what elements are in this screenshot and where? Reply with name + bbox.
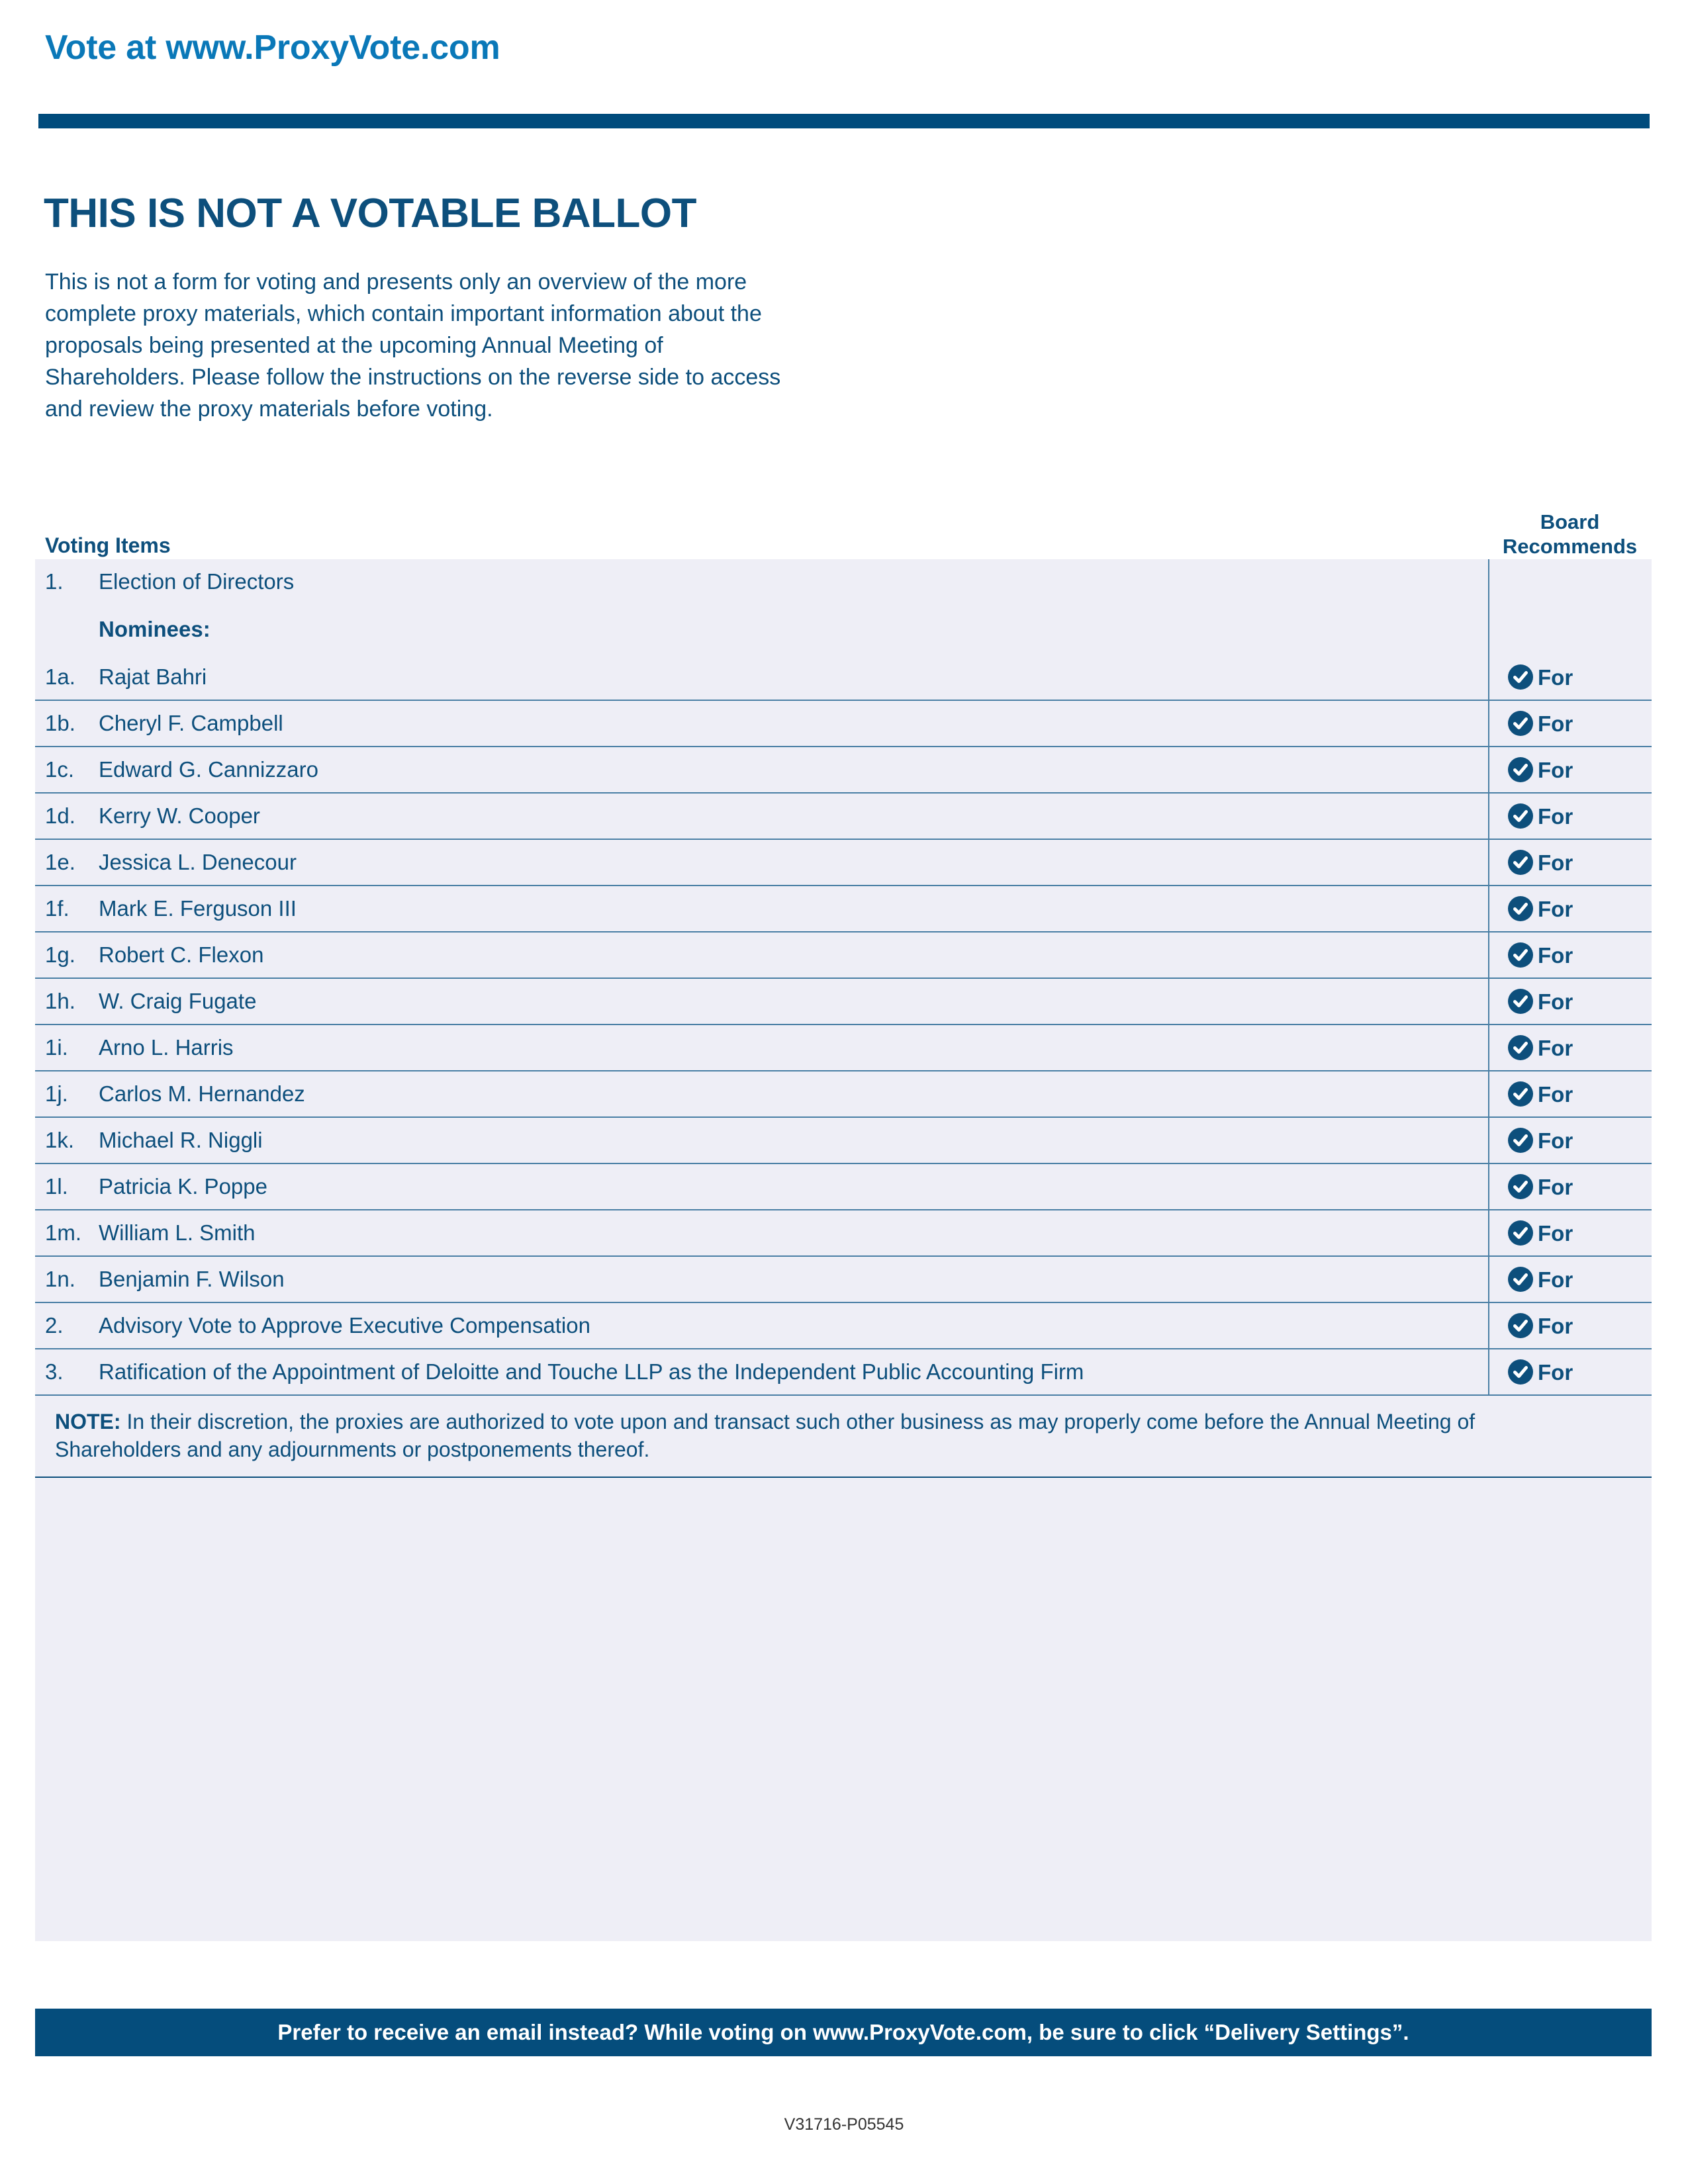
- table-row: [35, 1164, 1652, 1210]
- voting-item-number: 1e.: [45, 850, 75, 874]
- voting-item-number: 1.: [45, 569, 64, 594]
- vote-at-heading: Vote at www.ProxyVote.com: [45, 28, 500, 67]
- voting-item-cell: [35, 1210, 1488, 1255]
- board-recommendation-cell: [1488, 1257, 1652, 1302]
- board-recommendation-label: For: [1538, 1359, 1573, 1385]
- voting-item-number: 1k.: [45, 1128, 75, 1152]
- board-recommendation-cell: [1488, 1303, 1652, 1348]
- board-recommendation-cell: [1488, 933, 1652, 978]
- table-row: [35, 604, 1652, 655]
- check-circle-icon: [1508, 664, 1533, 690]
- check-circle-icon: [1508, 711, 1533, 736]
- table-row: [35, 840, 1652, 886]
- voting-item-number: 1g.: [45, 942, 75, 967]
- board-recommendation-label: For: [1538, 1313, 1573, 1338]
- voting-item-cell: [35, 794, 1488, 839]
- table-row: [35, 794, 1652, 840]
- check-circle-icon: [1508, 1220, 1533, 1246]
- delivery-settings-banner: [35, 2009, 1652, 2056]
- table-row: [35, 1349, 1652, 1396]
- voting-item-number: 1l.: [45, 1174, 68, 1199]
- table-row: [35, 747, 1652, 794]
- board-recommendation-label: For: [1538, 803, 1573, 829]
- voting-item-number: 1f.: [45, 896, 70, 921]
- voting-item-number: 1m.: [45, 1220, 82, 1245]
- board-recommendation-label: For: [1538, 1081, 1573, 1107]
- board-recommendation-label: For: [1538, 896, 1573, 921]
- voting-item-cell: [35, 1025, 1488, 1070]
- voting-item-number: 2.: [45, 1313, 64, 1338]
- voting-item-number: 1h.: [45, 989, 75, 1013]
- board-recommendation-cell: [1488, 1071, 1652, 1116]
- note-label: NOTE:: [55, 1410, 121, 1433]
- voting-items-table: [35, 559, 1652, 1941]
- voting-item-cell: [35, 1164, 1488, 1209]
- voting-item-cell: [35, 1349, 1488, 1394]
- voting-item-label: Robert C. Flexon: [99, 942, 264, 967]
- delivery-settings-text: Prefer to receive an email instead? While voting on www.ProxyVote.com, be sure to click “Delivery Settings”.: [277, 2020, 1409, 2044]
- intro-paragraph: This is not a form for voting and presents only an overview of the more complete proxy materials, which contain important information about the proposals being presented at the upcoming Annual Meeting of Shareholders. Please follow the instructions on the reverse side to access and review the proxy materials before voting.: [45, 269, 781, 422]
- board-recommendation-cell: [1488, 604, 1652, 655]
- board-recommendation-cell: [1488, 979, 1652, 1024]
- voting-item-number: 1n.: [45, 1267, 75, 1291]
- table-row: [35, 886, 1652, 933]
- board-header-line2: Recommends: [1502, 535, 1638, 558]
- header-divider-bar: [38, 114, 1650, 128]
- voting-item-cell: [35, 559, 1488, 604]
- voting-item-label: William L. Smith: [99, 1220, 256, 1245]
- check-circle-icon: [1508, 1313, 1533, 1338]
- blank-area: [35, 1478, 1652, 1941]
- check-circle-icon: [1508, 1267, 1533, 1292]
- voting-item-cell: [35, 886, 1488, 931]
- table-row: [35, 1025, 1652, 1071]
- voting-item-cell: [35, 979, 1488, 1024]
- column-header-board-recommends: [1488, 510, 1652, 559]
- check-circle-icon: [1508, 850, 1533, 875]
- table-row: [35, 1303, 1652, 1349]
- table-row: [35, 655, 1652, 701]
- voting-item-cell: [35, 1303, 1488, 1348]
- check-circle-icon: [1508, 1359, 1533, 1385]
- page-title: THIS IS NOT A VOTABLE BALLOT: [44, 190, 696, 236]
- voting-item-label: Ratification of the Appointment of Deloitte and Touche LLP as the Independent Public Accounting Firm: [99, 1359, 1084, 1384]
- check-circle-icon: [1508, 1174, 1533, 1199]
- table-row: [35, 1210, 1652, 1257]
- control-number: V31716-P05545: [784, 2115, 904, 2134]
- voting-item-cell: [35, 1257, 1488, 1302]
- board-recommendation-cell: [1488, 1349, 1652, 1394]
- table-header: [0, 510, 1688, 556]
- voting-item-label: Advisory Vote to Approve Executive Compensation: [99, 1313, 590, 1338]
- column-header-voting-items: Voting Items: [45, 533, 171, 557]
- voting-item-label: Patricia K. Poppe: [99, 1174, 267, 1199]
- check-circle-icon: [1508, 803, 1533, 829]
- board-recommendation-label: For: [1538, 1174, 1573, 1199]
- voting-item-label: Carlos M. Hernandez: [99, 1081, 305, 1106]
- board-recommendation-cell: [1488, 840, 1652, 885]
- board-recommendation-label: For: [1538, 942, 1573, 968]
- voting-item-cell: [35, 701, 1488, 746]
- voting-item-label: Benjamin F. Wilson: [99, 1267, 285, 1291]
- check-circle-icon: [1508, 757, 1533, 782]
- board-recommendation-cell: [1488, 655, 1652, 700]
- board-recommendation-label: For: [1538, 989, 1573, 1014]
- voting-item-label: Kerry W. Cooper: [99, 803, 260, 828]
- board-recommendation-cell: [1488, 1164, 1652, 1209]
- check-circle-icon: [1508, 896, 1533, 921]
- voting-item-number: 1a.: [45, 664, 75, 689]
- note-body: In their discretion, the proxies are authorized to vote upon and transact such other business as may properly come before the Annual Meeting of Shareholders and any adjournments or postponements thereof.: [55, 1410, 1476, 1461]
- board-recommendation-cell: [1488, 747, 1652, 792]
- board-recommendation-cell: [1488, 886, 1652, 931]
- board-recommendation-label: For: [1538, 1220, 1573, 1246]
- voting-item-label: Election of Directors: [99, 569, 295, 594]
- table-row: [35, 1071, 1652, 1118]
- board-recommendation-label: For: [1538, 1267, 1573, 1292]
- voting-item-label: Michael R. Niggli: [99, 1128, 263, 1152]
- voting-item-cell: [35, 933, 1488, 978]
- voting-item-number: 1i.: [45, 1035, 68, 1060]
- voting-item-cell: [35, 747, 1488, 792]
- board-recommendation-label: For: [1538, 1128, 1573, 1153]
- check-circle-icon: [1508, 1081, 1533, 1107]
- table-row: [35, 1118, 1652, 1164]
- board-recommendation-cell: [1488, 1210, 1652, 1255]
- board-recommendation-label: For: [1538, 664, 1573, 690]
- voting-item-cell: [35, 604, 1488, 655]
- voting-item-label: Cheryl F. Campbell: [99, 711, 283, 735]
- check-circle-icon: [1508, 1128, 1533, 1153]
- board-recommendation-cell: [1488, 701, 1652, 746]
- voting-item-number: 1j.: [45, 1081, 68, 1106]
- board-recommendation-label: For: [1538, 1035, 1573, 1060]
- board-recommendation-cell: [1488, 1025, 1652, 1070]
- table-row: [35, 1257, 1652, 1303]
- voting-item-number: 1c.: [45, 757, 75, 782]
- voting-item-cell: [35, 1118, 1488, 1163]
- board-recommendation-cell: [1488, 794, 1652, 839]
- check-circle-icon: [1508, 942, 1533, 968]
- board-recommendation-cell: [1488, 1118, 1652, 1163]
- voting-item-cell: [35, 1071, 1488, 1116]
- board-recommendation-cell: [1488, 559, 1652, 604]
- voting-item-label: W. Craig Fugate: [99, 989, 257, 1013]
- check-circle-icon: [1508, 1035, 1533, 1060]
- voting-item-label: Mark E. Ferguson III: [99, 896, 297, 921]
- table-row: [35, 701, 1652, 747]
- voting-item-label: Arno L. Harris: [99, 1035, 234, 1060]
- board-header-line1: Board: [1540, 510, 1600, 533]
- voting-item-number: 1d.: [45, 803, 75, 828]
- voting-item-number: 1b.: [45, 711, 75, 735]
- voting-item-label: Edward G. Cannizzaro: [99, 757, 318, 782]
- voting-item-label: Rajat Bahri: [99, 664, 207, 689]
- voting-item-cell: [35, 840, 1488, 885]
- check-circle-icon: [1508, 989, 1533, 1014]
- table-row: [35, 979, 1652, 1025]
- board-recommendation-label: For: [1538, 850, 1573, 875]
- voting-item-label: Nominees:: [99, 617, 211, 641]
- board-recommendation-label: For: [1538, 711, 1573, 736]
- voting-item-cell: [35, 655, 1488, 700]
- note-text: [55, 1408, 1531, 1463]
- note-row: [35, 1396, 1652, 1478]
- board-recommendation-label: For: [1538, 757, 1573, 782]
- voting-item-label: Jessica L. Denecour: [99, 850, 297, 874]
- table-row: [35, 933, 1652, 979]
- table-row: [35, 559, 1652, 604]
- voting-item-number: 3.: [45, 1359, 64, 1384]
